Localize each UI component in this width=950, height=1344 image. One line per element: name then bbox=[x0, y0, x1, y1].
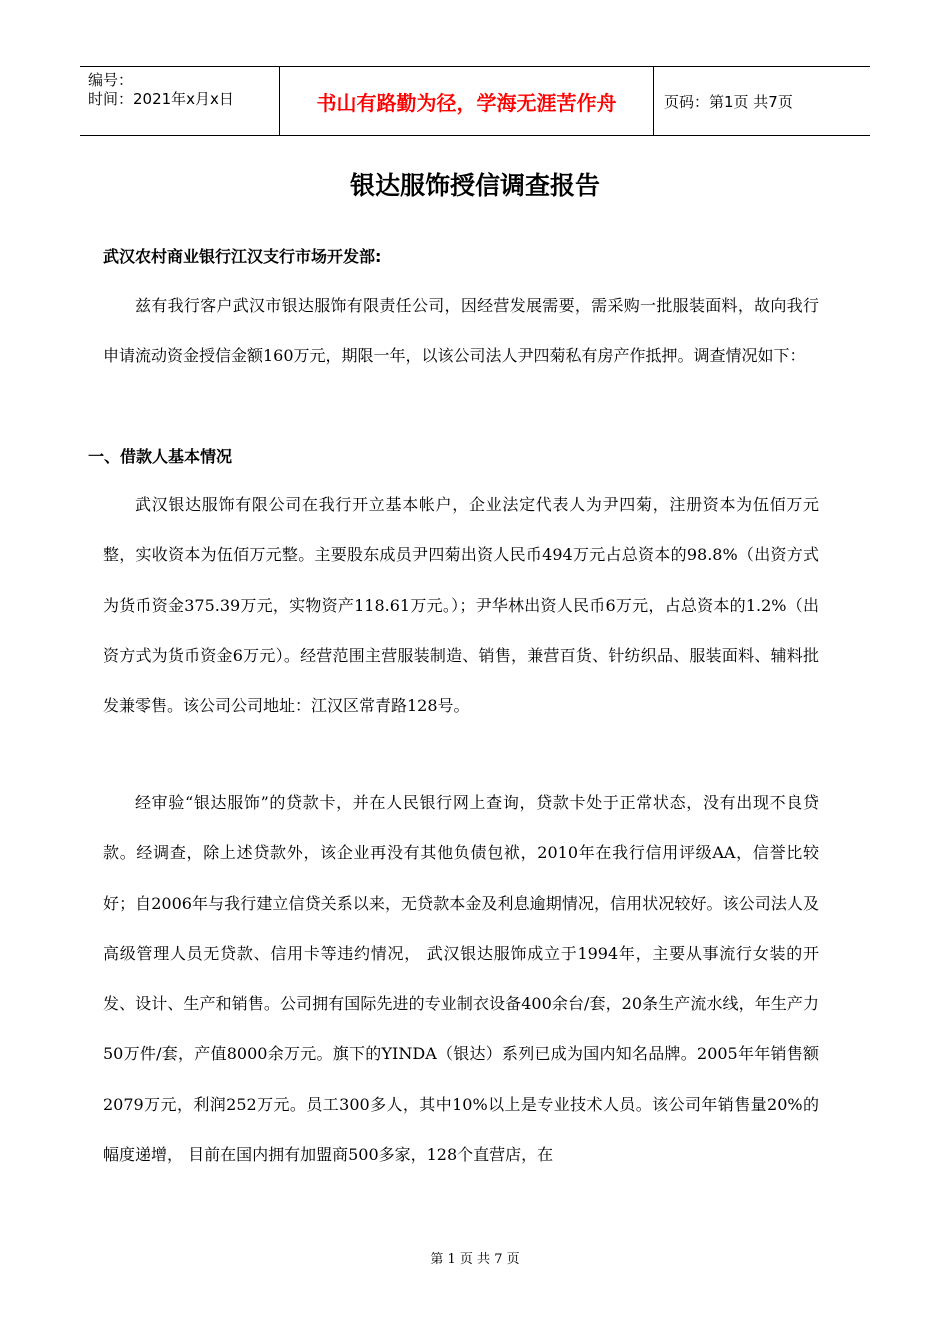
header-page-info: 页码：第1页 共7页 bbox=[664, 92, 793, 111]
section-heading: 一、借款人基本情况 bbox=[88, 447, 233, 466]
intro-paragraph: 兹有我行客户武汉市银达服饰有限责任公司，因经营发展需要，需采购一批服装面料，故向我行申请流动资金授信金额160万元，期限一年，以该公司法人尹四菊私有房产作抵押。调查情况如下： bbox=[103, 296, 819, 366]
document-title: 银达服饰授信调查报告 bbox=[349, 171, 600, 200]
body-paragraph: 武汉银达服饰有限公司在我行开立基本帐户，企业法定代表人为尹四菊，注册资本为伍佰万元整，实收资本为伍佰万元整。主要股东成员尹四菊出资人民币494万元占总资本的98.8%（出资方式为货币资金375.39万元，实物资产118.61万元。）；尹华林出资人民币6万元，占总资本的1.2%（出资方式为货币资金6万元）。经营范围主营服装制造、销售，兼营百货、针纺织品、服装面料、辅料批发兼零售。该公司公司地址：江汉区常青路128号。 bbox=[103, 495, 819, 716]
document-date: 时间：2021年x月x日 bbox=[88, 90, 234, 108]
addressee: 武汉农村商业银行江汉支行市场开发部: bbox=[103, 247, 382, 266]
body-paragraph: 经审验“银达服饰”的贷款卡，并在人民银行网上查询，贷款卡处于正常状态，没有出现不良贷款。经调查，除上述贷款外，该企业再没有其他负债包袱，2010年在我行信用评级AA，信誉比较好；自2006年与我行建立信贷关系以来，无贷款本金及利息逾期情况，信用状况较好。该公司法人及高级管理人员无贷款、信用卡等违约情况， 武汉银达服饰成立于1994年，主要从事流行女装的开发、设计、生产和销售。公司拥有国际先进的专业制衣设备400余台/套，20条生产流水线，年生产力50万件/套，产值8000余万元。旗下的YINDA（银达）系列已成为国内知名品牌。2005年年销售额2079万元，利润252万元。员工300多人，其中10%以上是专业技术人员。该公司年销售量20%的幅度递增， 目前在国内拥有加盟商500多家，128个直营店，在 bbox=[103, 793, 819, 1165]
document-number-label: 编号： bbox=[88, 71, 134, 89]
page-footer: 第 1 页 共 7 页 bbox=[430, 1252, 520, 1267]
page-header bbox=[80, 66, 870, 136]
header-motto: 书山有路勤为径，学海无涯苦作舟 bbox=[280, 67, 654, 135]
header-meta bbox=[80, 67, 280, 135]
